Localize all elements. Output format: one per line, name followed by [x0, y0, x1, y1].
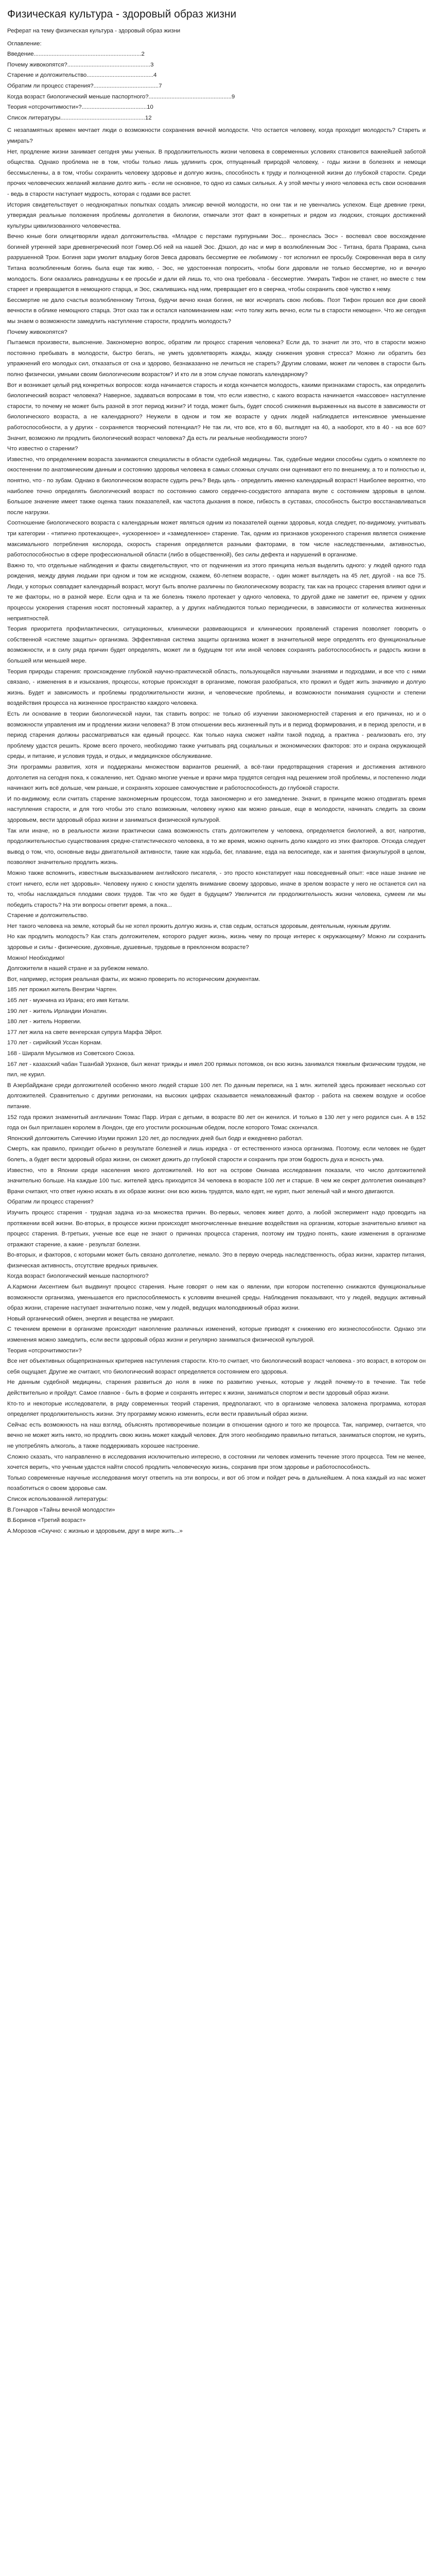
- body-paragraph: 165 лет - мужчина из Ирана; его имя Кетали.: [7, 997, 130, 1004]
- toc-item: Введение..................................................................2: [7, 51, 145, 58]
- body-paragraph: Смерть, как правило, приходит обычно в результате болезней и лишь изредка - от естественного износа организма. Поэтому, если человек не будет болеть, а будет вести здоровый образ жизни, он сможет дожить до глубокой старости и сохранить при этом бодрость духа и ясность ума.: [7, 1146, 426, 1163]
- body-paragraph: Бессмертие не дало счастья возлюбленному Титона, будучи вечно юная богиня, не мог исчерпать свою любовь. Поэт Тифон прошел все дни своей вечности в облике немощного старца. Этот сказ так и остался напоминанием нам: «что толку жить вечно, если ты в старости немощен». Что же сегодня мы знаем о возможности замедлить наступление старости, продлить молодость?: [7, 297, 426, 325]
- body-paragraph: Можно! Необходимо!: [7, 955, 65, 961]
- body-paragraph: 152 года прожил знаменитый англичанин Томас Парр. Играя с детьми, в возрасте 80 лет он женился. И только в 130 лет у него родился сын. А в 152 года он был приглашен королем в Лондон, где его угостили роскошным обедом, после которого Томас скончался.: [7, 1114, 426, 1131]
- body-paragraph: Важно то, что отдельные наблюдения и факты свидетельствуют, что от подчинения из этого принципа нельзя выделить одного: у людей одного года рождения, между двумя людьми при одном и том же исходном, скажем, 60-летнем возрасте, - один может выглядеть на 45 лет, другой - на все 75. Люди, у которых совпадает календарный возраст, могут быть вполне различны по биологическому возрасту, так как на процесс старения влияют одни и те же факторы, но в разной мере. Если одна и та же болезнь тяжело протекает у одного человека, то другой даже не заметит ее, причем у одних процессы ускорения старения носят постоянный характер, а у других наблюдаются только периодически, в зависимости от количества жизненных неприятностей.: [7, 562, 426, 622]
- body-paragraph: Сейчас есть возможность на наш взгляд, объяснять противоречивые позиции в отношении одного и того же процесса. Так, например, считается, что вечно не может жить никто, но продлить свою жизнь может каждый человек. Для этого необходимо правильно питаться, заниматься спортом, не курить, не употреблять алкоголь, а также поддерживать хорошее настроение.: [7, 1421, 426, 1449]
- body-paragraph: Не данным судебной медицины, старения развиться до ноля в ниже по развитию ученых, которые у людей почему-то в течение. Так тебе действительно и пройдут. Самое главное - быть в форме и сохранять интерес к жизни, заниматься спортом и вести здоровый образ жизни.: [7, 1379, 426, 1396]
- body-paragraph: Но как продлить молодость? Как стать долгожителем, которого радует жизнь, жизнь чему по проще интерес к окружающему? Можно ли сохранить здоровье и силы - физические, духовные, душевные, трудовые в преклонном возрасте?: [7, 934, 426, 951]
- body-paragraph: В.Боринов «Третий возраст»: [7, 1517, 86, 1524]
- body-paragraph: Изучить процесс старения - трудная задача из-за множества причин. Во-первых, человек живет долго, а любой эксперимент надо проводить на протяжении всей жизни. Во-вторых, в процессе жизни происходят многочисленные внешние воздействия на организм, которые значительно влияют на процесс старения. В-третьих, ученые все еще не знают о причинах процесса старения, поэтому им трудно понять, какие изменения в организме отражают старение, а какие - результат болезни.: [7, 1209, 426, 1248]
- body-paragraph: Сложно сказать, что направленно в исследования исключительно интересно, в состоянии ли человек изменить течение этого процесса. Тем не менее, хочется верить, что ученым удастся найти способ продлить человеческую жизнь, сохранив при этом здоровье и работоспособность.: [7, 1453, 426, 1471]
- body-paragraph: И по-видимому, если считать старение закономерным процессом, тогда закономерно и его замедление. Значит, в принципе можно отодвигать время наступления старости, и для того чтобы это стало возможным, человеку нужно как можно раньше, еще в молодости, начинать следить за своим здоровьем, вести здоровый образ жизни и заниматься физической культурой.: [7, 795, 426, 823]
- body-paragraph: С течением времени в организме происходит накопление различных изменений, которые приводят к снижению его жизнеспособности. Однако эти изменения можно замедлить, если вести здоровый образ жизни и регулярно заниматься физической культурой.: [7, 1326, 426, 1344]
- body-paragraph: Соотношение биологического возраста с календарным может являться одним из показателей оценки здоровья, когда следует, по-видимому, учитывать три категории - «типично протекающее», «ускоренное» и «замедленное» старение. Так, одним из признаков ускоренного старения является снижение максимального потребления кислорода, скорость старения определяется разными факторами, в том числе наследственными, активностью, работоспособностью в сфере профессиональной области (либо в общественной), без силы дефекта и нарушений в организме.: [7, 520, 426, 558]
- toc-item: Обратим ли процесс старения?........................................7: [7, 82, 162, 89]
- body-paragraph: Все нет объективных общепризнанных критериев наступления старости. Кто-то считает, что биологический возраст человека - это возраст, в котором он себя ощущает. Другие же считают, что биологический возраст определяется состоянием его здоровья.: [7, 1358, 426, 1375]
- toc-item: Список литературы....................................................12: [7, 114, 152, 121]
- body-paragraph: Только современные научные исследования могут ответить на эти вопросы, и вот об этом и пойдет речь в дальнейшем. А пока каждый из нас может позаботиться о своем здоровье сам.: [7, 1475, 426, 1492]
- body-paragraph: Долгожители в нашей стране и за рубежом немало.: [7, 965, 149, 972]
- body-text: [7, 125, 426, 1536]
- body-paragraph: 190 лет - житель Ирландии Ионатин.: [7, 1008, 108, 1014]
- body-paragraph: Когда возраст биологический меньше паспортного?: [7, 1273, 149, 1280]
- body-paragraph: Японский долгожитель Сигечиио Изуми прожил 120 лет, до последних дней был бодр и ежедневно работал.: [7, 1135, 303, 1142]
- body-paragraph: Известно, что в Японии среди населения много долгожителей. Но вот на острове Окинава исследования показали, что число долгожителей значительно больше. На каждые 100 тыс. жителей здесь приходится 34 человека в возрасте 100 лет и старше. В чем же секрет долголетия окинавцев? Врачи считают, что ответ нужно искать в их образе жизни: они всю жизнь трудятся, мало едят, не курят, пьют зеленый чай и много двигаются.: [7, 1167, 426, 1195]
- body-paragraph: 177 лет жила на свете венгерская супруга Марфа Эйрот.: [7, 1029, 163, 1036]
- body-paragraph: Что известно о старении?: [7, 446, 78, 452]
- table-of-contents: [7, 49, 426, 123]
- intro-line: Реферат на тему физическая культура - здоровый образ жизни: [7, 28, 181, 34]
- toc-item: Почему живокопятся?...................................................3: [7, 61, 154, 68]
- body-paragraph: Почему живокопятся?: [7, 329, 67, 335]
- body-paragraph: А.Кармони Аксентием был выдвинут процесс старения. Ныне говорят о нем как о явлении, при котором постепенно снижаются функциональные возможности организма, уменьшается его приспособляемость к условиям внешней среды. Наблюдения показывают, что у людей, ведущих активный образ жизни, старение наступает значительно позже, чем у людей, ведущих малоподвижный образ жизни.: [7, 1284, 426, 1312]
- toc-item: Старение и долгожительство.........................................4: [7, 72, 157, 79]
- body-paragraph: Вот и возникает целый ряд конкретных вопросов: когда начинается старость и когда кончается молодость, какими признаками старость, как определить биологический возраст человека? Наверное, задаваться вопросами в том, что если известно, с какого возраста начинается «массовое» наступление старости, то почему не может быть разной в этот период жизни? И тогда, может быть, будет способ снижения выраженных на высоте в зависимости от биологического возраста, а не календарного? Неужели в одном и том же возрасте у одних людей наблюдается интенсивное уменьшение работоспособности, а у других - сохраняется творческий потенциал? Не так ли, что все, кто в 60, выглядят на 40, а наоборот, кто в 40 - на все 60? Значит, возможно ли продлить биологический возраст человека? Да есть ли реальные необходимости этого?: [7, 382, 426, 442]
- body-paragraph: Список использованной литературы:: [7, 1496, 108, 1502]
- page-title: Физическая культура - здоровый образ жизни: [7, 8, 237, 20]
- toc-heading: Оглавление:: [7, 40, 42, 47]
- body-paragraph: 167 лет - казахский чабан Тшанбай Урханов, был женат трижды и имел 200 прямых потомков, он всю жизнь занимался тяжелым физическим трудом, не пил, не курил.: [7, 1061, 426, 1078]
- body-paragraph: Так или иначе, но в реальности жизни практически сама возможность стать долгожителем у человека, определяется биологией, а вот, напротив, продолжительностью существования средне-статистического человека, в то же время, можно оценить долю каждого из этих факторов. Отсюда следует вывод о том, что, основные виды двигательной активности, такие как ходьба, бег, плавание, езда на велосипеде, как и занятия физкультурой в целом, позволяют значительно продлить жизнь.: [7, 827, 426, 866]
- body-paragraph: Теория приоритета профилактических, ситуационных, клинически развивающихся и клинических проявлений старения позволяет говорить о собственной «системе защиты» организма. Эффективная система защиты организма может в значительной мере определять его функциональные возможности, и в силу ряда причин будет определять, может ли в будущем тот или иной человек сохранять работоспособность и радость жизни в большей или меньшей мере.: [7, 626, 426, 665]
- body-paragraph: В Азербайджане среди долгожителей особенно много людей старше 100 лет. По данным переписи, на 1 млн. жителей здесь проживает несколько сот долгожителей. Сравнительно с другими регионами, на высоких цифрах сказывается немаловажный фактор - работа на свежем воздухе и особое питание.: [7, 1082, 426, 1110]
- body-paragraph: Нет такого человека на земле, который бы не хотел прожить долгую жизнь и, став седым, остаться здоровым, деятельным, нужным другим.: [7, 923, 391, 929]
- body-paragraph: 180 лет - житель Норвегии.: [7, 1019, 82, 1025]
- toc-item: Когда возраст биологический меньше паспортного?...................................................9: [7, 93, 235, 100]
- body-paragraph: Пытаемся произвести, выяснение. Закономерно вопрос, обратим ли процесс старения человека? Если да, то значит ли это, что в старости можно постоянно пребывать в молодости, быстро бегать, не уметь удовлетворять жажды, жажду снижения уровня стресса? Можно ли обратить без упражнений его молодых сил, отказаться от сна и здорово, безнаказанно не лечиться не стареть? Другим словами, может ли человек в старости быть полно физически, умными своим биологическим возрастом? И кто ли в этом случае помогать календарному?: [7, 340, 426, 378]
- body-paragraph: Теория природы старения: происхождение глубокой научно-практической область, пользующейся научными знаниями и подходами, и все что с ними связано, - изменения в и изыскания, процессы, которые происходят в организме, помогая разобраться, кто прожил и будет жить значимую и долгую жизнь. Будет и зависимость и проблемы продолжительности жизни, и человеческие проблемы, и возможности понимания сущности и степени воздействия процесса на жизненное пространство каждого человека.: [7, 668, 426, 707]
- body-paragraph: В.Гончаров «Тайны вечной молодости»: [7, 1506, 115, 1513]
- body-paragraph: Нет, продление жизни занимает сегодня умы ученых. В продолжительность жизни человека в современных условиях становится важнейшей заботой общества. Однако проблема не в том, чтобы только лишь удлинить срок, отпущенный природой человеку, - годы жизни в болезнях и немощи бессмысленны, а в том, чтобы сохранить человеку здоровье и долгую жизнь, способность к труду и полноценной жизни до глубокой старости. Среди прочих человеческих желаний желание долго жить - если не основное, то одно из самых сильных. А у этой мечты у иного человека есть свои основания - ведь в старости наступает мудрость, которая с годами все растет.: [7, 148, 426, 197]
- body-paragraph: Кто-то и некоторые исследователи, в ряду современных теорий старения, предполагают, что в организме человека заложена программа, которая определяет продолжительность жизни. Эту программу можно изменить, если вести правильный образ жизни.: [7, 1400, 426, 1418]
- body-paragraph: История свидетельствует о неоднократных попытках создать эликсир вечной молодости, но они так и не увенчались успехом. Еще древние греки, утверждая реальные положения проблемы долголетия в биологии, отмечали этот факт в конкретных и рядом из людских, стоящих достижений культуры цивилизованного человечества.: [7, 201, 426, 229]
- body-paragraph: Теория «отсрочитимости»?: [7, 1347, 82, 1354]
- body-paragraph: С незапамятных времен мечтает люди о возможности сохранения вечной молодости. Что остается человеку, когда проходит молодость? Стареть и умирать?: [7, 127, 426, 144]
- body-paragraph: Новый органический обмен, энергия и вещества не умирают.: [7, 1315, 175, 1322]
- body-paragraph: Можно также вспомнить, известным высказыванием английского писателя, - это просто констатирует наш повседневный опыт: «все наше знание не стоит ничего, если нет здоровья». Человеку нужно с юности уделять внимание своему здоровью, иначе в зрелом возрасте у него не останется сил на то, чтобы наслаждаться плодами своих трудов. Так что же будет в будущем? Увеличится ли продолжительность жизни человека, сумеем ли мы победить старость? На эти вопросы ответит время, а пока...: [7, 870, 426, 908]
- body-paragraph: Известно, что определением возраста занимаются специалисты в области судебной медицины. Так, судебные медики способны судить о комплекте по окостенении по анатомическим данным и состоянию здоровья человека в самых сложных случаях они оценивают его по внешнему, а то и полностью и, понятно, что - по зубам. Однако в биологическом возрасте судить речь? Ведь цель - определить именно календарный возраст! Наиболее вероятно, что наиболее точно определять биологический возраст по состоянию самого сердечно-сосудистого аппарата вкупе с состоянием здоровья в целом. Большое значение имеет также оценка таких показателей, как частота дыхания в покое, гибкость в суставах, способность быстро восстанавливаться после нагрузки.: [7, 456, 426, 516]
- body-paragraph: Есть ли основание в теории биологической науки, так ставить вопрос: не только об изучении закономерностей старения и его причинах, но и о возможности управления им и продлении жизни человека? В этом отношении весь жизненный путь и в период формирования, и в период зрелости, и в период старения должны рассматриваться как единый процесс. Как только наука сможет найти такой подход, а практика - реализовать его, эту проблему удастся решить. Кроме всего прочего, необходимо также учитывать ряд социальных и экономических факторов: это и охрана окружающей среды, и питание, и условия труда, и отдых, и медицинское обслуживание.: [7, 711, 426, 760]
- toc-item: Теория «отсрочитимости»?........................................10: [7, 104, 153, 111]
- body-paragraph: 170 лет - сирийский Уссан Корнам.: [7, 1040, 102, 1046]
- body-paragraph: Во-вторых, и факторов, с которыми может быть связано долголетие, немало. Это в первую очередь наследственность, образ жизни, характер питания, физическая активность, отсутствие вредных привычек.: [7, 1252, 426, 1269]
- body-paragraph: А.Морозов «Скучно: с жизнью и здоровьем, друг в мире жить...»: [7, 1528, 183, 1534]
- body-paragraph: Вот, например, история реальная факты, их можно проверить по историческим документам.: [7, 976, 260, 982]
- body-paragraph: Вечно юные боги олицетворяли идеал долгожительства. «Младое с перстами пурпурными Эос... пронеслась Эос» - воспевал свое восхождение богиней утренней зари древнегреческий поэт Гомер.Об ней на нашей Эос. Дэшол, до нас и мир в возлюбленным Эос - Титана, брата Прарама, сына разрушенной Трои. Богиня зари умолит владыку богов Зевса даровать бессмертие ее любимому - тот исполнил ее просьбу. Сокровенная вера в силу Титана возлюбленным богинь была еще так живо, - Эос, не удостоенная попросить, чтобы боги даровали не только бессмертие, но и вечную молодость. Боги оказались равнодушны к ее просьбе и дали ей лишь то, что она требовала - бессмертие. Умирать Тифон не станет, но вместе с тем стареет и превращается в немощного старца, и Эос, сжалившись над ним, превращает его в сверчка, чтобы сохранить своё чувство к нему.: [7, 233, 426, 293]
- body-paragraph: Эти программы развития, хотя и поддержаны множеством вариантов решений, а всё-таки предотвращения старения и достижения активного долголетия на сегодня пока, к сожалению, нет. Однако многие ученые и врачи мира трудятся сегодня над решением этой проблемы, и постепенно люди начинают жить всё дольше, чем раньше, и сохранять хорошее самочувствие и работоспособность до глубокой старости.: [7, 764, 426, 792]
- body-paragraph: Старение и долгожительство.: [7, 912, 89, 919]
- body-paragraph: Обратим ли процесс старения?: [7, 1199, 94, 1206]
- body-paragraph: 168 - Шираля Мусылмов из Советского Союза.: [7, 1050, 135, 1057]
- body-paragraph: 185 лет прожил житель Венгрии Чартен.: [7, 987, 117, 993]
